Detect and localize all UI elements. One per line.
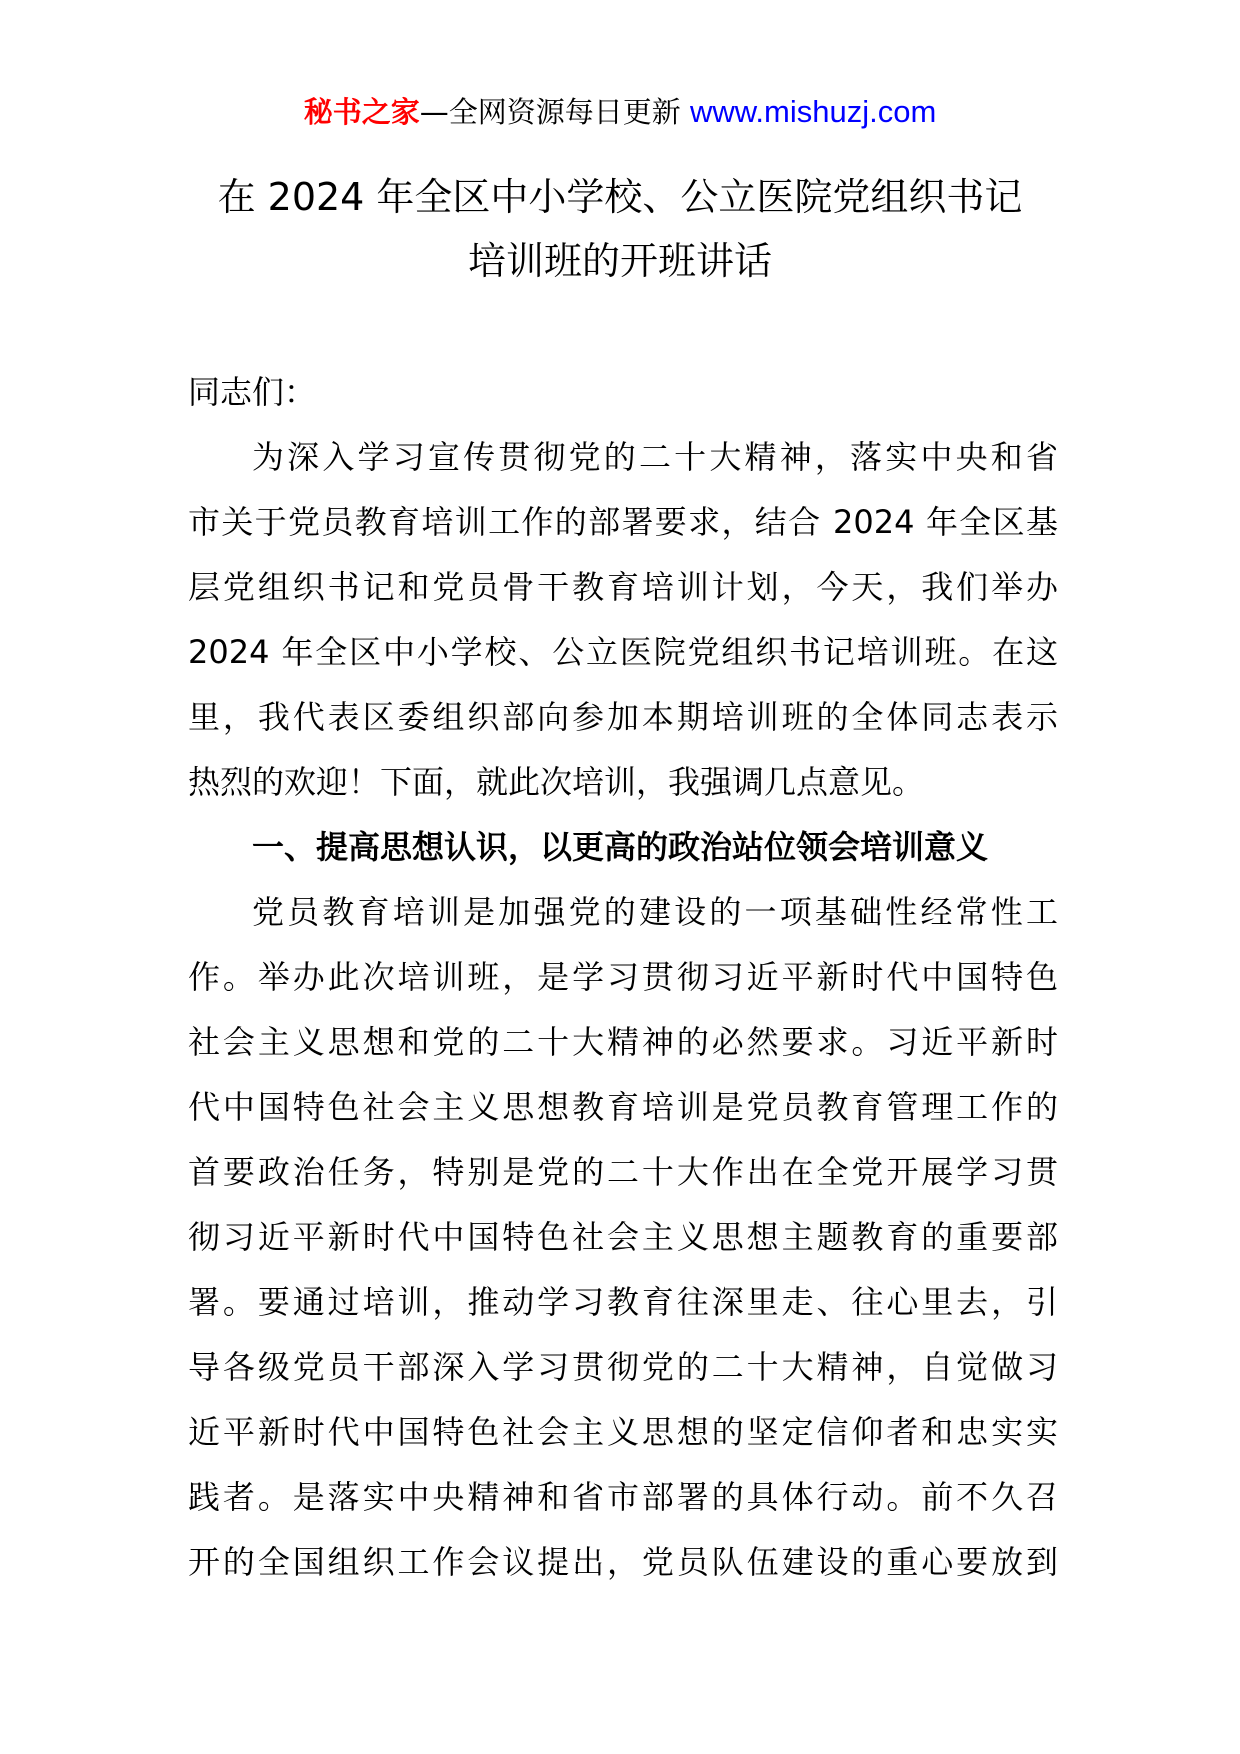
body-line: 署。要通过培训，推动学习教育往深里走、往心里去，引 xyxy=(188,1283,1058,1321)
body-line: 市关于党员教育培训工作的部署要求，结合 2024 年全区基 xyxy=(188,503,1058,541)
section-heading-1: 一、提高思想认识，以更高的政治站位领会培训意义 xyxy=(252,828,989,866)
document-body xyxy=(188,360,1058,1595)
body-line: 作。举办此次培训班，是学习贯彻习近平新时代中国特色 xyxy=(188,958,1058,996)
body-line: 为深入学习宣传贯彻党的二十大精神，落实中央和省 xyxy=(252,438,1058,476)
body-line: 开的全国组织工作会议提出，党员队伍建设的重心要放到 xyxy=(188,1543,1058,1581)
body-line: 首要政治任务，特别是党的二十大作出在全党开展学习贯 xyxy=(188,1153,1058,1191)
body-line: 党员教育培训是加强党的建设的一项基础性经常性工 xyxy=(252,893,1058,931)
salutation: 同志们： xyxy=(188,373,317,411)
document-title xyxy=(0,165,1240,293)
body-line: 2024 年全区中小学校、公立医院党组织书记培训班。在这 xyxy=(188,633,1058,671)
title-line-1: 在 2024 年全区中小学校、公立医院党组织书记 xyxy=(217,175,1023,219)
title-line-2: 培训班的开班讲话 xyxy=(467,239,772,283)
body-line: 彻习近平新时代中国特色社会主义思想主题教育的重要部 xyxy=(188,1218,1058,1256)
body-line: 导各级党员干部深入学习贯彻党的二十大精神，自觉做习 xyxy=(188,1348,1058,1386)
banner-tagline: —全网资源每日更新 xyxy=(419,95,681,129)
body-line: 代中国特色社会主义思想教育培训是党员教育管理工作的 xyxy=(188,1088,1058,1126)
site-banner xyxy=(0,92,1240,132)
body-line: 里，我代表区委组织部向参加本期培训班的全体同志表示 xyxy=(188,698,1058,736)
body-line: 热烈的欢迎！下面，就此次培训，我强调几点意见。 xyxy=(188,763,925,801)
body-line: 践者。是落实中央精神和省市部署的具体行动。前不久召 xyxy=(188,1478,1058,1516)
body-line: 社会主义思想和党的二十大精神的必然要求。习近平新时 xyxy=(188,1023,1058,1061)
body-line: 近平新时代中国特色社会主义思想的坚定信仰者和忠实实 xyxy=(188,1413,1058,1451)
body-line: 层党组织书记和党员骨干教育培训计划，今天，我们举办 xyxy=(188,568,1058,606)
brand-name: 秘书之家 xyxy=(303,95,420,129)
site-url-link[interactable]: www.mishuzj.com xyxy=(689,94,937,129)
